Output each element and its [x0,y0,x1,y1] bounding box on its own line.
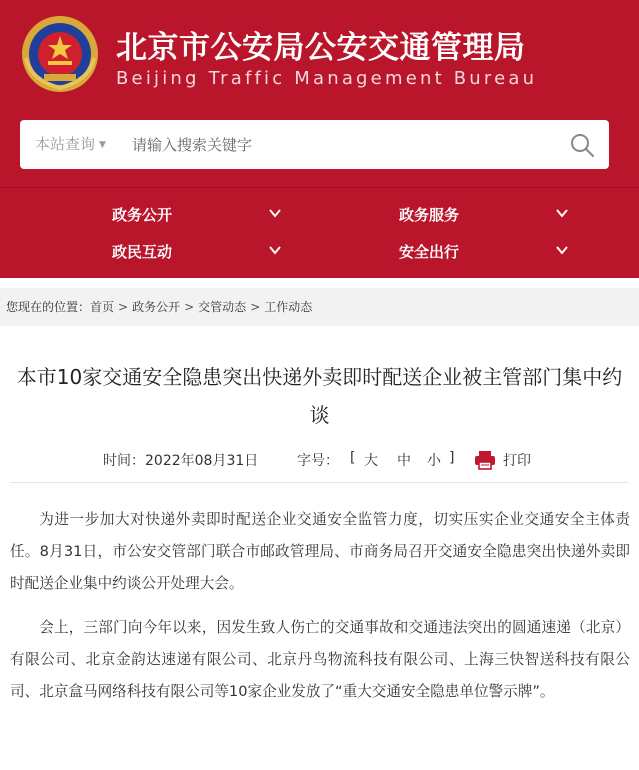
font-size-large-button[interactable]: 大 [364,453,378,469]
breadcrumb-prefix: 您现在的位置： [6,300,91,314]
site-title: 北京市公安局公安交通管理局 [116,30,526,66]
search-bar [20,120,609,169]
font-size-label: 字号： [297,453,339,469]
breadcrumb-gov-affairs[interactable]: 政务公开 [132,300,181,314]
caret-down-icon: ▼ [99,140,106,150]
printer-icon[interactable] [474,449,496,471]
nav-item-label: 政民互动 [112,243,173,261]
nav-item-gov-affairs[interactable] [112,198,282,228]
breadcrumb-home[interactable]: 首页 [90,300,115,314]
search-scope-select[interactable] [35,120,106,169]
breadcrumb-traffic-news[interactable]: 交管动态 [198,300,247,314]
article-paragraph: 会上，三部门向今年以来，因发生致人伤亡的交通事故和交通违法突出的圆通速递（北京）有限公司、北京金韵达速递有限公司、北京丹鸟物流科技有限公司、上海三快智送科技有限公司、北京盒马网络科技有限公司等10家企业发放了“重大交通安全隐患单位警示牌”。 [10,619,630,700]
breadcrumb-separator: > [118,300,129,314]
font-size-close-bracket: ] [449,450,455,466]
nav-item-safe-travel[interactable] [399,235,569,265]
nav-item-label: 政务服务 [399,206,460,224]
publish-time: 时间：2022年08月31日 [103,453,259,469]
breadcrumb-separator: > [184,300,195,314]
breadcrumb [0,288,639,326]
header-divider [0,187,639,188]
police-emblem-icon [20,14,100,94]
chevron-down-icon [268,243,282,257]
print-button[interactable]: 打印 [503,453,531,469]
article-paragraph: 为进一步加大对快递外卖即时配送企业交通安全监管力度，切实压实企业交通安全主体责任。8月31日，市公安交管部门联合市邮政管理局、市商务局召开交通安全隐患突出快递外卖即时配送企业集中约谈公开处理大会。 [10,511,630,592]
nav-item-label: 政务公开 [112,206,173,224]
font-size-medium-button[interactable]: 中 [397,453,411,469]
chevron-down-icon [268,206,282,220]
search-icon[interactable] [569,132,595,158]
breadcrumb-separator: > [250,300,261,314]
article-title: 本市10家交通安全隐患突出快递外卖即时配送企业被主管部门集中约谈 [16,365,623,427]
site-subtitle: Beijing Traffic Management Bureau [116,68,538,89]
font-size-small-button[interactable]: 小 [427,453,441,469]
nav-item-label: 安全出行 [399,243,460,261]
site-header [0,0,639,278]
nav-item-public-interaction[interactable] [112,235,282,265]
article-body [10,504,630,720]
chevron-down-icon [555,206,569,220]
font-size-open-bracket: [ [350,450,356,466]
search-scope-label: 本站查询 [35,135,96,153]
chevron-down-icon [555,243,569,257]
search-input[interactable] [132,128,552,161]
nav-item-gov-services[interactable] [399,198,569,228]
breadcrumb-work-news[interactable]: 工作动态 [264,300,313,314]
meta-divider [10,482,629,483]
